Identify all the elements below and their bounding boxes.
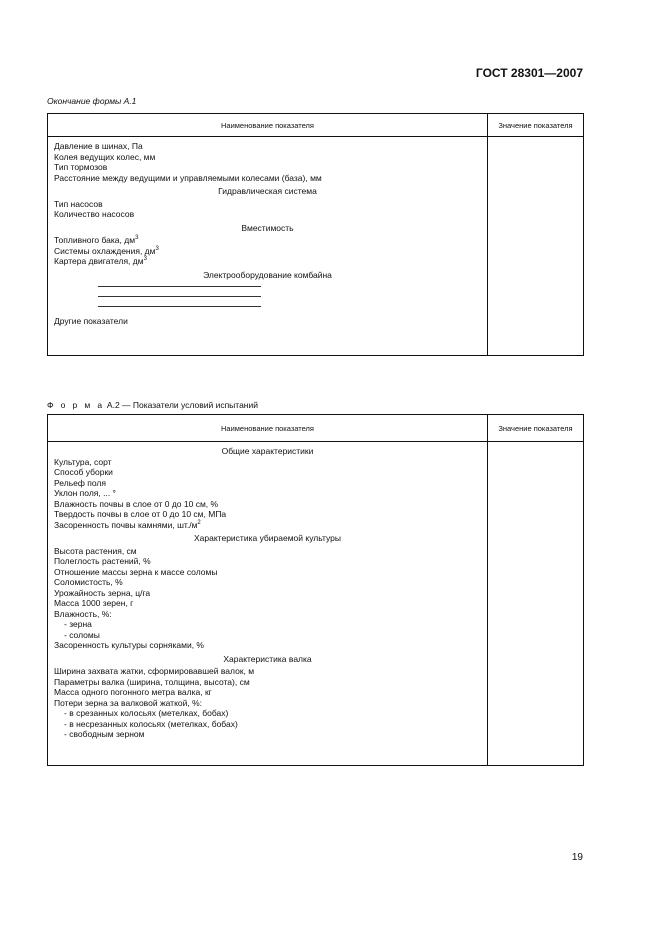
form2-line: Культура, сорт	[54, 456, 112, 467]
form2-line: Урожайность зерна, ц/га	[54, 587, 151, 598]
form2-line: Параметры валка (ширина, толщина, высота), см	[54, 676, 250, 687]
form2-line: Засоренность культуры сорняками, %	[54, 640, 204, 650]
form2-line: Полеглость растений, %	[54, 556, 151, 566]
form2-value-cell	[488, 442, 584, 766]
form2-line: Соломистость, %	[54, 577, 123, 587]
section-electrical: Электрооборудование комбайна	[203, 269, 332, 280]
form2-table	[47, 414, 584, 766]
form2-line: Твердость почвы в слое от 0 до 10 см, МПа	[54, 509, 227, 519]
form2-subline: - в срезанных колосьях (метелках, бобах)	[64, 708, 229, 718]
form1-line: Расстояние между ведущими и управляемыми колесами (база), мм	[54, 172, 322, 183]
form1-other: Другие показатели	[54, 316, 128, 326]
form2-line: Ширина захвата жатки, сформировавшей валок, м	[54, 666, 255, 676]
form1-line: Тип насосов	[54, 198, 103, 209]
form2-line: Потери зерна за валковой жаткой, %:	[54, 697, 202, 708]
capacity-fuel: Топливного бака, $дм^3$	[54, 235, 139, 245]
form2-caption: Ф о р м а А.2 — Показатели условий испытаний	[47, 400, 258, 410]
section-general: Общие характеристики	[221, 446, 314, 456]
blank-line	[98, 306, 261, 316]
blank-line	[98, 296, 261, 306]
form2-line: Высота растения, см	[54, 545, 137, 556]
section-capacity: Вместимость	[241, 222, 294, 233]
form1-col-name-header: Наименование показателя	[48, 114, 488, 137]
form2-subline: - зерна	[64, 619, 92, 629]
form2-line: Способ уборки	[54, 467, 113, 477]
form1-line: Давление в шинах, Па	[54, 141, 143, 151]
form1-col-value-header: Значение показателя	[488, 114, 584, 137]
form2-col-name-header: Наименование показателя	[48, 415, 488, 442]
page-number: 19	[571, 852, 583, 863]
blank-line	[98, 286, 261, 296]
form2-subline: - свободным зерном	[64, 729, 145, 739]
form1-name-cell	[48, 137, 488, 356]
section-hydraulic: Гидравлическая система	[218, 186, 317, 196]
form2-line: Масса одного погонного метра валка, кг	[54, 687, 212, 697]
capacity-crankcase: Картера двигателя, $дм^3$	[54, 256, 147, 266]
form1-line: Количество насосов	[54, 209, 135, 219]
form2-stone-line: Засоренность почвы камнями, $шт./м^2$	[54, 519, 201, 530]
form1-line: Колея ведущих колес, мм	[54, 151, 156, 162]
form2-subline: - соломы	[64, 629, 100, 640]
section-swath: Характеристика валка	[223, 653, 312, 664]
section-crop: Характеристика убираемой культуры	[194, 533, 341, 543]
form2-line: Отношение массы зерна к массе соломы	[54, 566, 218, 577]
document-code: ГОСТ 28301—2007	[475, 66, 583, 80]
capacity-cooling: Системы охлаждения, $дм^3$	[54, 245, 159, 256]
form2-line: Масса 1000 зерен, г	[54, 598, 134, 608]
form2-line: Уклон поля, ... °	[54, 488, 116, 498]
form1-value-cell	[488, 137, 584, 356]
blank-fill-lines	[98, 286, 487, 316]
form2-line: Влажность, %:	[54, 608, 112, 619]
form2-subline: - в несрезанных колосьях (метелках, бобах)	[64, 718, 238, 729]
form2-line: Влажность почвы в слое от 0 до 10 см, %	[54, 498, 219, 509]
form2-line: Рельеф поля	[54, 477, 106, 488]
form1-line: Тип тормозов	[54, 162, 108, 172]
form1-table	[47, 113, 584, 356]
form1-caption: Окончание формы А.1	[47, 96, 137, 106]
form2-col-value-header: Значение показателя	[488, 415, 584, 442]
form2-name-cell	[48, 442, 488, 766]
